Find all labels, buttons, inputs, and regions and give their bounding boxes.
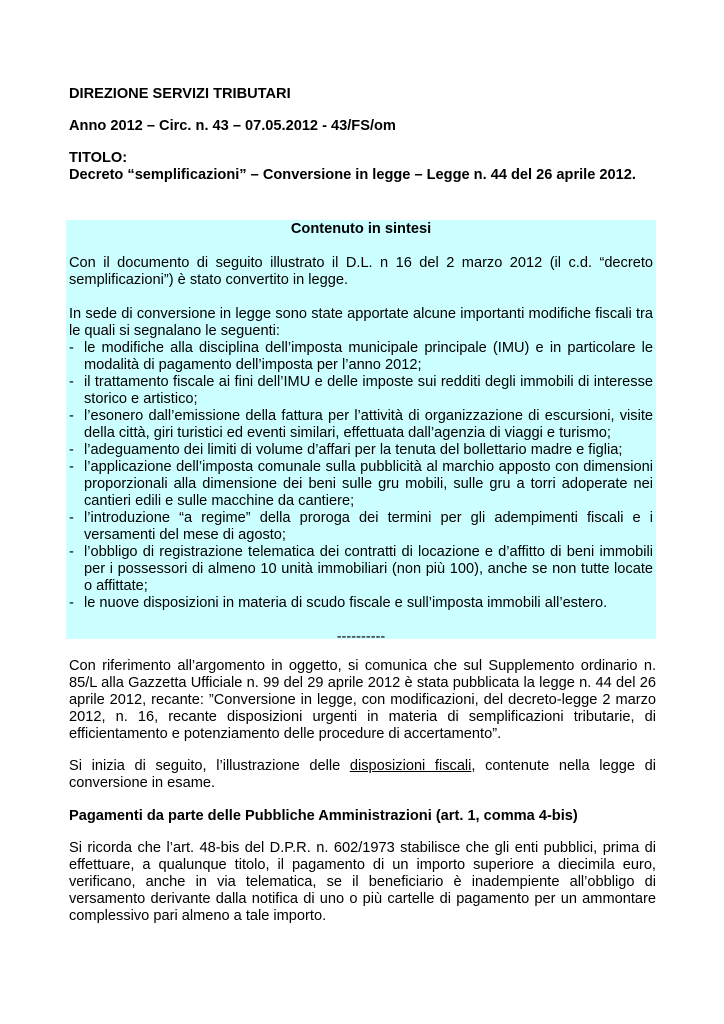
body-paragraph-3-block <box>69 840 656 925</box>
body-paragraph-2: Si inizia di seguito, l’illustrazione delle disposizioni fiscali, contenute nella legge di conversione in esame. <box>69 758 656 791</box>
body-paragraph-1-block <box>69 658 656 743</box>
list-item: - l’adeguamento dei limiti di volume d’affari per la tenuta del bollettario madre e figlia; <box>69 442 623 458</box>
body-paragraph-2-block <box>69 758 656 792</box>
document-title: Decreto “semplificazioni” – Conversione in legge – Legge n. 44 del 26 aprile 2012. <box>69 167 636 183</box>
section-heading: Pagamenti da parte delle Pubbliche Amministrazioni (art. 1, comma 4-bis) <box>69 808 578 824</box>
summary-intro: Con il documento di seguito illustrato il D.L. n 16 del 2 marzo 2012 (il c.d. “decreto semplificazioni”) è stato convertito in legge. <box>69 255 653 288</box>
list-item: - l’esonero dall’emissione della fattura per l’attività di organizzazione di escursioni, visite della città, giri turistici ed eventi similari, effettuata dall’agenzia di viaggi e turismo; <box>69 408 653 441</box>
document-header <box>69 86 656 184</box>
department-name: DIREZIONE SERVIZI TRIBUTARI <box>69 86 291 102</box>
list-item: - l’obbligo di registrazione telematica dei contratti di locazione e d’affitto di beni immobili per i possessori di almeno 10 unità immobiliari (non più 100), anche se non tutte locate o affittate; <box>69 544 653 594</box>
summary-heading: Contenuto in sintesi <box>290 221 432 237</box>
list-item: - il trattamento fiscale ai fini dell’IMU e delle imposte sui redditi degli immobili di interesse storico e artistico; <box>69 374 653 407</box>
list-item: - l’introduzione “a regime” della proroga dei termini per gli adempimenti fiscali e i versamenti del mese di agosto; <box>69 510 653 543</box>
summary-lead: In sede di conversione in legge sono state apportate alcune importanti modifiche fiscali tra le quali si segnalano le seguenti: <box>69 306 653 339</box>
summary-list <box>69 340 653 612</box>
summary-separator: ---------- <box>336 629 386 645</box>
list-item: - le modifiche alla disciplina dell’imposta municipale principale (IMU) e in particolare le modalità di pagamento dell’imposta per l’anno 2012; <box>69 340 653 373</box>
list-item: - le nuove disposizioni in materia di scudo fiscale e sull’imposta immobili all’estero. <box>69 595 608 611</box>
summary-box <box>66 220 656 645</box>
body-paragraph-3: Si ricorda che l’art. 48-bis del D.P.R. n. 602/1973 stabilisce che gli enti pubblici, prima di effettuare, a qualunque titolo, il pagamento di un importo superiore a diecimila euro, verificano, anche in via telematica, se il beneficiario è inadempiente all’obbligo di versamento derivante dalla notifica di uno o più cartelle di pagamento per un ammontare complessivo pari almeno a tale importo. <box>69 840 656 924</box>
circular-reference: Anno 2012 – Circ. n. 43 – 07.05.2012 - 43/FS/om <box>69 118 396 134</box>
body-paragraph-1: Con riferimento all’argomento in oggetto, si comunica che sul Supplemento ordinario n. 85/L alla Gazzetta Ufficiale n. 99 del 29 aprile 2012 è stata pubblicata la legge n. 44 del 26 aprile 2012, recante: ”Conversione in legge, con modificazioni, del decreto-legge 2 marzo 2012, n. 16, recante disposizioni urgenti in materia di semplificazioni tributarie, di efficientamento e potenziamento delle procedure di accertamento”. <box>69 658 656 742</box>
section-heading-block <box>69 808 656 825</box>
title-label: TITOLO: <box>69 150 128 166</box>
disposizioni-fiscali-link[interactable]: disposizioni fiscali <box>349 758 472 774</box>
list-item: - l’applicazione dell’imposta comunale sulla pubblicità al marchio apposto con dimensioni proporzionali alla dimensione dei beni sulle gru mobili, sulle gru a torri adoperate nei cantieri edili e sulle macchine da cantiere; <box>69 459 653 509</box>
